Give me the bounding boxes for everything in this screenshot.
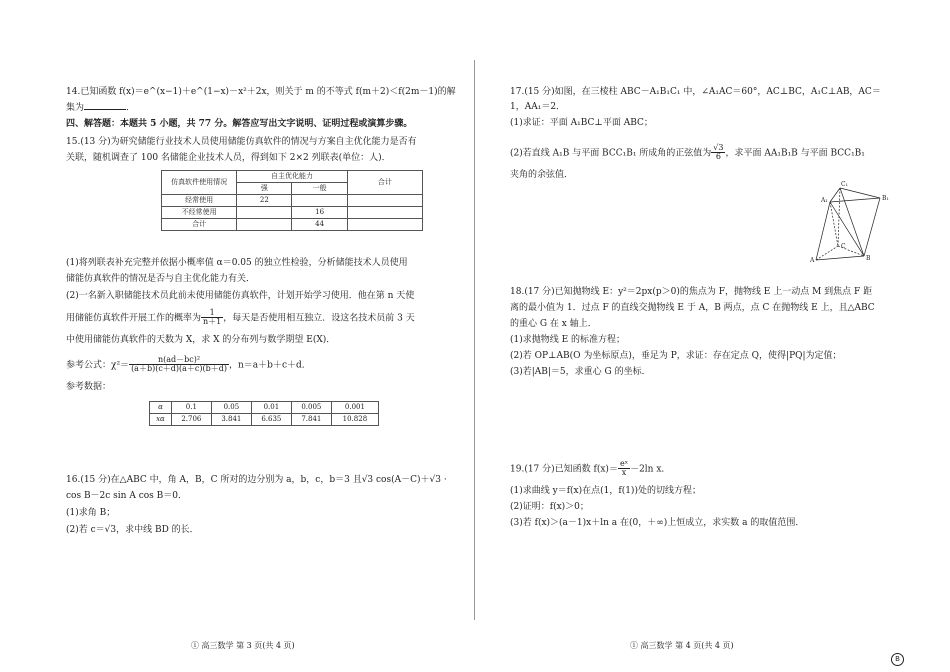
label-A: A	[810, 257, 815, 264]
q19-text: 19.(17 分)已知函数 f(x)＝	[510, 464, 618, 475]
table-cell: 0.05	[211, 402, 251, 414]
q17-part2-line1	[510, 144, 888, 162]
table-cell	[347, 219, 422, 231]
label-B1: B₁	[882, 195, 889, 202]
table-subheader-average: 一般	[292, 183, 347, 195]
q15-part2-text-end: ，每天是否使用相互独立．设这名技术员前 3 天	[223, 313, 415, 324]
q19-part3: (3)若 f(x)＞(a－1)x＋ln a 在(0，＋∞)上恒成立，求实数 a 的取值范围．	[510, 518, 805, 528]
q19-part2: (2)证明：f(x)＞0；	[510, 502, 589, 512]
q14-line2-text: 集为	[66, 103, 85, 113]
table-cell: 10.828	[331, 414, 378, 426]
q15-part2-line1: (2)一名新入职储能技术员此前未使用储能仿真软件，计划开始学习使用．他在第 n 天使	[66, 291, 415, 301]
table-cell: 3.841	[211, 414, 251, 426]
q15-part1-line2: 储能仿真软件的情况是否与自主优化能力有关．	[66, 274, 256, 284]
q19-part1: (1)求曲线 y＝f(x)在点(1，f(1))处的切线方程；	[510, 486, 701, 496]
formula-label: 参考公式：χ²＝	[66, 360, 130, 371]
table-row	[162, 219, 423, 231]
table-row	[150, 402, 379, 414]
fraction-numerator: eˣ	[619, 459, 629, 468]
q14-line2-end: ．	[126, 103, 136, 113]
table-cell: 7.841	[291, 414, 331, 426]
fraction-denominator: x	[621, 468, 627, 478]
table-cell: 22	[237, 195, 292, 207]
fraction-denominator: n＋1	[203, 317, 222, 327]
table-cell: 0.1	[171, 402, 211, 414]
q17-part2-text: (2)若直线 A₁B 与平面 BCC₁B₁ 所成角的正弦值为	[510, 148, 712, 159]
table-header-group: 自主优化能力	[237, 171, 347, 183]
q15-line1: 15.(13 分)为研究储能行业技术人员使用储能仿真软件的情况与方案自主优化能力是否有	[66, 137, 417, 147]
q19-line1	[510, 460, 888, 478]
q18-line3: 的重心 G 在 x 轴上．	[510, 319, 597, 329]
page-footer: ① 高三数学 第 3 页(共 4 页)	[191, 641, 295, 650]
column-divider	[474, 60, 475, 620]
table-cell: 经常使用	[162, 195, 237, 207]
q18-line1: 18.(17 分)已知抛物线 E：y²＝2px(p＞0)的焦点为 F，抛物线 E 上一动点 M 到焦点 F 距	[510, 287, 873, 297]
q17-line1: 17.(15 分)如图，在三棱柱 ABC－A₁B₁C₁ 中，∠A₁AC＝60°，AC⊥BC，A₁C⊥AB，AC＝	[510, 87, 881, 97]
prism-figure	[810, 178, 888, 264]
q17-part2-text-end: ，求平面 AA₁B₁B 与平面 BCC₁B₁	[725, 148, 865, 159]
paper-version-badge: B	[891, 653, 904, 666]
q15-part2-line3: 中使用储能仿真软件的天数为 X，求 X 的分布列与数学期望 E(X)．	[66, 335, 336, 345]
table-cell: 0.01	[251, 402, 291, 414]
formula-denominator: (a＋b)(c＋d)(a＋c)(b＋d)	[131, 364, 228, 374]
table-row	[162, 207, 423, 219]
table-cell: 0.001	[331, 402, 378, 414]
table-cell	[347, 195, 422, 207]
q18-part2: (2)若 OP⊥AB(O 为坐标原点)，垂足为 P，求证：存在定点 Q，使得|PQ|为定值；	[510, 351, 842, 361]
table-cell: α	[150, 402, 172, 414]
table-cell	[347, 207, 422, 219]
label-B: B	[866, 255, 871, 262]
table-cell: 44	[292, 219, 347, 231]
table-row	[162, 195, 423, 207]
reference-data-table	[149, 401, 379, 426]
fraction-numerator: √3	[713, 143, 724, 152]
q18-line2: 离的最小值为 1．过点 F 的直线交抛物线 E 于 A，B 两点，点 C 在抛物线 E 上，且△ABC	[510, 303, 875, 313]
fraction-denominator: 6	[715, 152, 721, 162]
sine-fraction	[711, 144, 725, 162]
fraction-numerator: 1	[201, 309, 223, 318]
table-cell: 2.706	[171, 414, 211, 426]
table-cell	[237, 207, 292, 219]
contingency-table	[161, 170, 423, 231]
section-4-heading: 四、解答题：本题共 5 小题，共 77 分。解答应写出文字说明、证明过程或演算步骤。	[66, 119, 413, 129]
q18-part1: (1)求抛物线 E 的标准方程；	[510, 335, 626, 345]
q18-part3: (3)若|AB|＝5，求重心 G 的坐标．	[510, 367, 651, 377]
q16-line2: cos B－2c sin A cos B＝0．	[66, 491, 187, 501]
table-cell: 6.635	[251, 414, 291, 426]
q16-line1: 16.(15 分)在△ABC 中，角 A，B，C 所对的边分别为 a，b，c，b＝3 且√3 cos(A－C)＋√3 ·	[66, 475, 447, 485]
page-4	[510, 0, 888, 672]
q17-part2-line2: 夹角的余弦值．	[510, 170, 574, 180]
q14-line2	[66, 101, 444, 115]
table-row	[150, 414, 379, 426]
table-cell	[292, 195, 347, 207]
q17-part1: (1)求证：平面 A₁BC⊥平面 ABC；	[510, 118, 653, 128]
page-footer: ① 高三数学 第 4 页(共 4 页)	[630, 641, 734, 650]
probability-fraction	[201, 309, 223, 327]
q15-part2-text: 用储能仿真软件开展工作的概率为	[66, 313, 202, 324]
label-A1: A₁	[821, 197, 828, 204]
table-subheader-strong: 强	[237, 183, 292, 195]
q15-part1-line1: (1)将列联表补充完整并依据小概率值 α＝0.05 的独立性检验，分析储能技术人员使用	[66, 258, 408, 268]
q15-part2-line2	[66, 309, 444, 327]
table-cell: 合计	[162, 219, 237, 231]
label-C1: C₁	[841, 181, 848, 188]
table-cell: 16	[292, 207, 347, 219]
formula-numerator: n(ad－bc)²	[129, 356, 229, 365]
answer-blank	[84, 101, 126, 110]
q15-line2: 关联，随机调查了 100 名储能企业技术人员，得到如下 2×2 列联表(单位：人)．	[66, 153, 391, 163]
table-cell: 0.005	[291, 402, 331, 414]
page-3	[66, 0, 456, 672]
reference-formula	[66, 356, 444, 374]
table-header-total: 合计	[347, 171, 422, 195]
table-cell: 不经常使用	[162, 207, 237, 219]
table-header-usage: 仿真软件使用情况	[162, 171, 237, 195]
label-C: C	[841, 243, 846, 250]
q19-text-end: －2ln x．	[630, 464, 671, 475]
q17-line2: 1，AA₁＝2．	[510, 102, 566, 112]
q16-part1: (1)求角 B；	[66, 508, 116, 518]
reference-data-label: 参考数据：	[66, 382, 112, 392]
function-fraction	[618, 460, 630, 478]
formula-end: ，n＝a＋b＋c＋d．	[229, 360, 311, 371]
table-cell	[237, 219, 292, 231]
chi-square-fraction	[129, 356, 229, 374]
table-cell: xα	[150, 414, 172, 426]
q14-line1: 14.已知函数 f(x)＝e^(x−1)＋e^(1−x)－x²＋2x，则关于 m 的不等式 f(m＋2)＜f(2m－1)的解	[66, 87, 456, 97]
q16-part2: (2)若 c＝√3，求中线 BD 的长．	[66, 525, 199, 535]
